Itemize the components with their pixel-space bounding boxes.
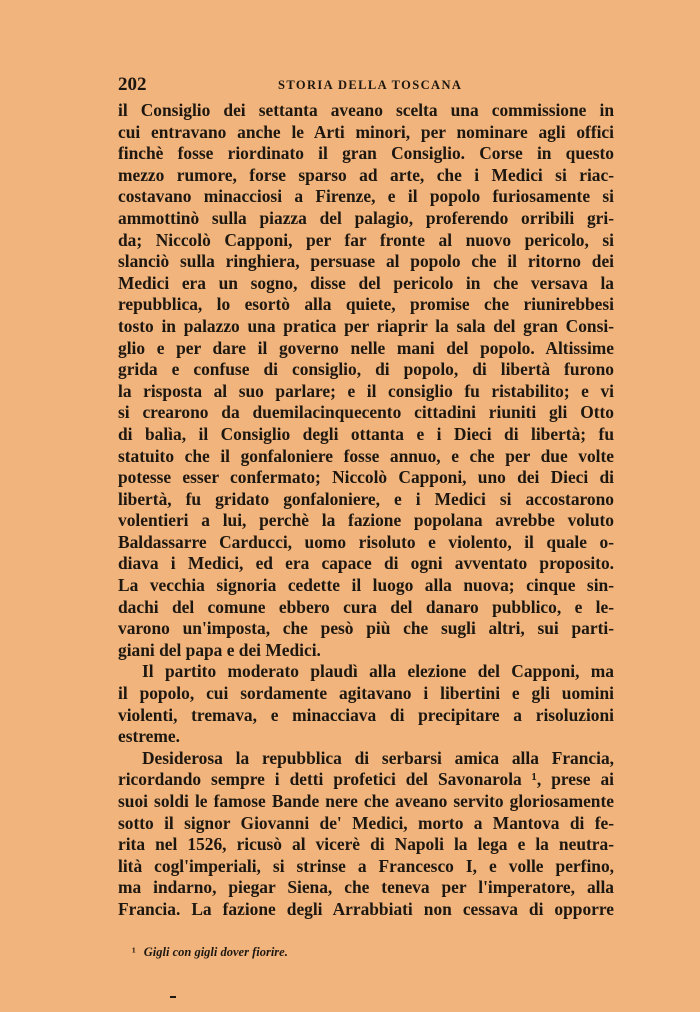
text-line: suoi soldi le famose Bande nere che aveano servito gloriosamente	[118, 791, 614, 811]
text-line: repubblica, lo esortò alla quiete, promise che riunirebbesi	[118, 294, 614, 315]
text-line: Baldassarre Carducci, uomo risoluto e violento, il quale o-	[118, 531, 614, 552]
text-line: dachi del comune ebbero cura del danaro pubblico, e le-	[118, 596, 614, 617]
text-line: statuito che il gonfaloniere fosse annuo, e che per due volte	[118, 445, 614, 466]
text-line: Il partito moderato plaudì alla elezione del Capponi, ma	[142, 661, 614, 682]
text-line: violenti, tremava, e minacciava di precipitare a risoluzioni	[118, 704, 614, 725]
text-line: da; Niccolò Capponi, per far fronte al nuovo pericolo, si	[118, 229, 614, 250]
text-line: Desiderosa la repubblica di serbarsi amica alla Francia,	[142, 747, 614, 768]
text-line: diava i Medici, ed era capace di ogni avventato proposito.	[118, 553, 614, 574]
page-mark	[170, 996, 176, 998]
text-line: ma indarno, piegar Siena, che teneva per l'imperatore, alla	[118, 877, 614, 898]
text-line: finchè fosse riordinato il gran Consiglio. Corse in questo	[118, 143, 614, 164]
text-line: volentieri a lui, perchè la fazione popolana avrebbe voluto	[118, 510, 614, 531]
text-line: lità cogl'imperiali, si strinse a Francesco I, e volle perfino,	[118, 855, 614, 876]
text-line: la risposta al suo parlare; e il consiglio fu ristabilito; e vi	[118, 380, 614, 401]
text-line: Medici era un sogno, disse del pericolo in che versava la	[118, 272, 614, 293]
text-line: sotto il signor Giovanni de' Medici, morto a Mantova di fe-	[118, 812, 614, 833]
text-line: ammottinò sulla piazza del palagio, proferendo orribili gri-	[118, 207, 614, 228]
text-line: estreme.	[118, 726, 180, 747]
text-line: glio e per dare il governo nelle mani del popolo. Altissime	[118, 337, 614, 358]
text-line: costavano minacciosi a Firenze, e il popolo furiosamente si	[118, 186, 614, 207]
body-text	[118, 100, 614, 921]
text-line: ricordando sempre i detti profetici del Savonarola ¹, prese ai	[118, 769, 614, 790]
page-number: 202	[118, 74, 147, 95]
footnote	[132, 945, 612, 960]
text-line: si crearono da duemilacinquecento cittadini riuniti gli Otto	[118, 402, 614, 423]
running-title: STORIA DELLA TOSCANA	[278, 78, 463, 92]
text-line: mezzo rumore, forse sparso ad arte, che i Medici si riac-	[118, 164, 614, 185]
text-line: cui entravano anche le Arti minori, per nominare agli offici	[118, 121, 614, 142]
text-line: slanciò sulla ringhiera, persuase al popolo che il ritorno dei	[118, 251, 614, 272]
text-line: potesse esser confermato; Niccolò Capponi, uno dei Dieci di	[118, 467, 614, 488]
text-line: rita nel 1526, ricusò al vicerè di Napoli la lega e la neutra-	[118, 834, 614, 855]
text-line: grida e confuse di consiglio, di popolo, di libertà furono	[118, 359, 614, 380]
text-line: di balìa, il Consiglio degli ottanta e i Dieci di libertà; fu	[118, 423, 614, 444]
text-line: Francia. La fazione degli Arrabbiati non cessava di opporre	[118, 898, 614, 919]
footnote-mark: ¹	[132, 945, 136, 959]
text-line: La vecchia signoria cedette il luogo alla nuova; cinque sin-	[118, 575, 614, 596]
page-header	[118, 74, 618, 96]
text-line: tosto in palazzo una pratica per riaprir la sala del gran Consi-	[118, 315, 614, 336]
text-line: giani del papa e dei Medici.	[118, 639, 321, 660]
text-line: il popolo, cui sordamente agitavano i libertini e gli uomini	[118, 683, 614, 704]
footnote-text: Gigli con gigli dover fiorire.	[143, 945, 288, 959]
text-line: varono un'imposta, che pesò più che sugli altri, sui parti-	[118, 618, 614, 639]
text-line: il Consiglio dei settanta aveano scelta una commissione in	[118, 100, 614, 120]
text-line: libertà, fu gridato gonfaloniere, e i Medici si accostarono	[118, 488, 614, 509]
